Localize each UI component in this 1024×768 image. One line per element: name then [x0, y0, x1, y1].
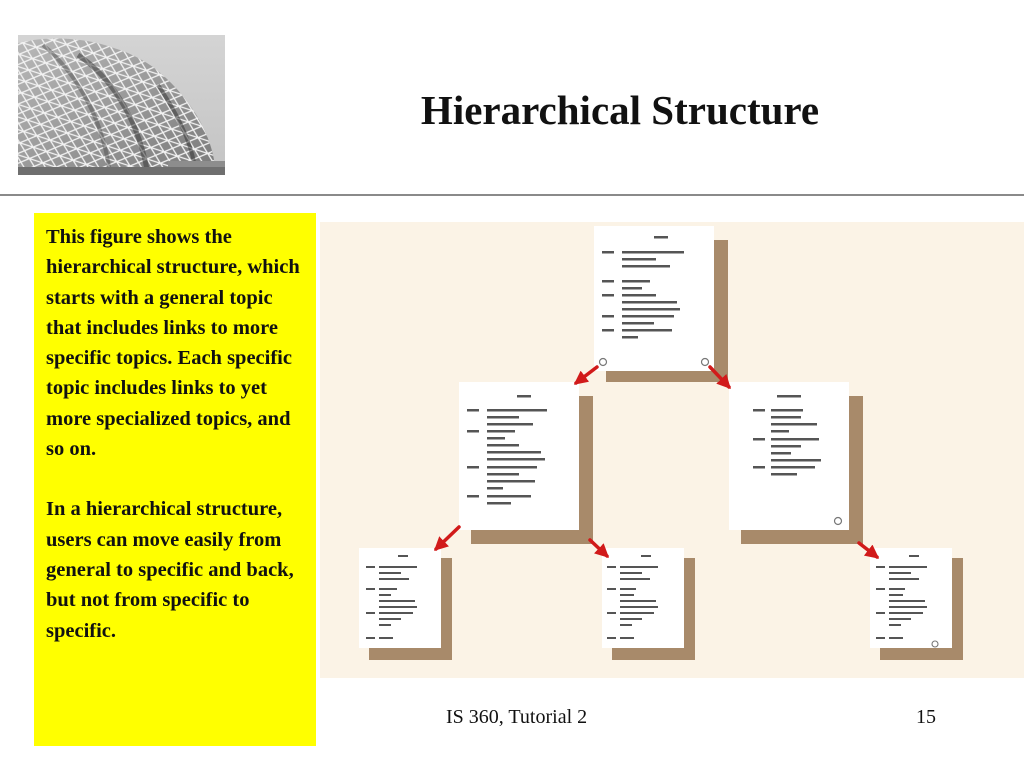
footer-course: IS 360, Tutorial 2 [446, 706, 588, 728]
specialized-topic-page [602, 548, 695, 660]
specialized-topic-page [870, 548, 963, 660]
explanation-paragraph: This figure shows the hierarchical structure, which starts with a general topic that includes links to more specific topics. Each specific topic includes links to yet more specialized topics, and so on. [46, 226, 300, 461]
general-topic-page [594, 226, 728, 382]
slide-number: 15 [916, 706, 936, 728]
slide-title: Hierarchical Structure [420, 87, 820, 133]
title-divider [0, 194, 1024, 196]
specialized-topic-page [359, 548, 452, 660]
hierarchy-figure [320, 222, 1024, 678]
explanation-box [34, 213, 316, 746]
specific-topic-page [459, 382, 593, 544]
corner-photo [18, 35, 225, 175]
explanation-paragraph: In a hierarchical structure, users can move easily from general to specific and back, but not from specific to specific. [46, 498, 294, 642]
specific-topic-page [729, 382, 863, 544]
